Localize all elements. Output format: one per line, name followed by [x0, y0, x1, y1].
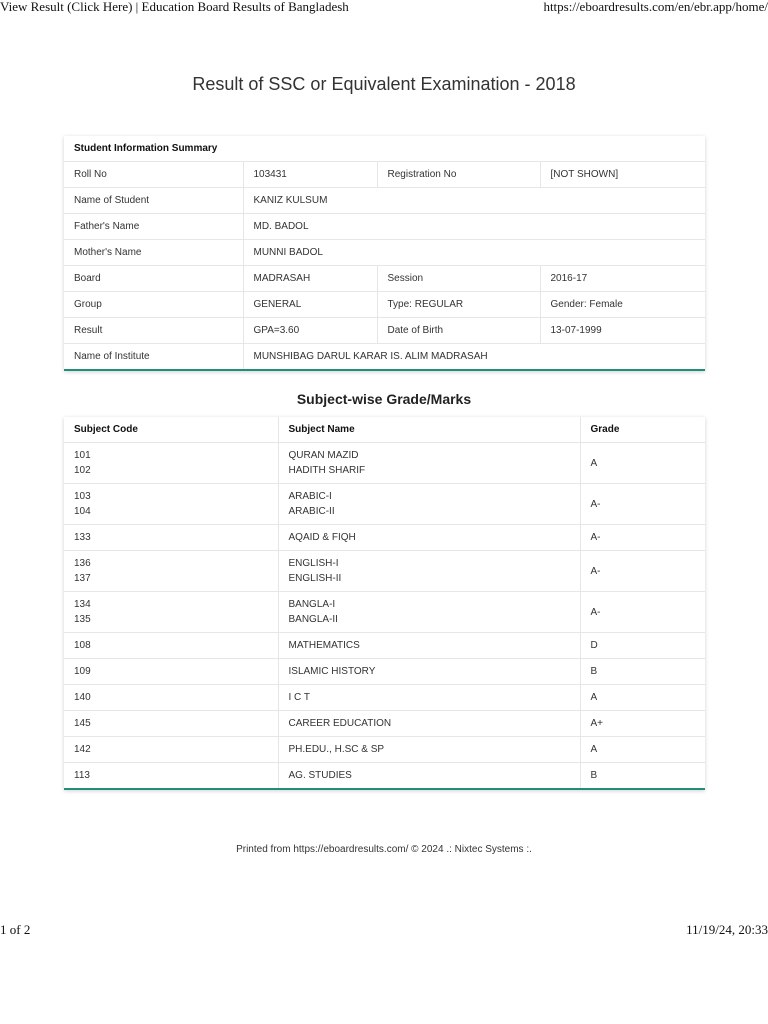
page-title: Result of SSC or Equivalent Examination - 2018 — [192, 74, 576, 94]
subject-grade: A+ — [580, 711, 705, 737]
table-row — [64, 592, 705, 633]
group-label: Group — [64, 292, 243, 318]
subjects-table — [64, 417, 705, 788]
registration-label: Registration No — [377, 162, 540, 188]
table-row — [64, 685, 705, 711]
subject-code: 108 — [64, 633, 278, 659]
subject-code: 101 102 — [64, 443, 278, 484]
subject-name: QURAN MAZID HADITH SHARIF — [278, 443, 580, 484]
subject-code: 140 — [64, 685, 278, 711]
subject-code: 134 135 — [64, 592, 278, 633]
subject-name: BANGLA-I BANGLA-II — [278, 592, 580, 633]
subject-name: ARABIC-I ARABIC-II — [278, 484, 580, 525]
table-row — [64, 344, 705, 370]
session-label: Session — [377, 266, 540, 292]
result-value: GPA=3.60 — [243, 318, 377, 344]
table-row — [64, 266, 705, 292]
student-info-card — [64, 136, 705, 371]
subject-grade: A- — [580, 484, 705, 525]
print-header-title: View Result (Click Here) | Education Board Results of Bangladesh — [0, 0, 349, 14]
dob-value: 13-07-1999 — [540, 318, 705, 344]
table-row — [64, 551, 705, 592]
student-info-heading-row — [64, 136, 705, 162]
table-row — [64, 737, 705, 763]
table-row — [64, 633, 705, 659]
subject-name: MATHEMATICS — [278, 633, 580, 659]
table-row — [64, 318, 705, 344]
subject-name: ENGLISH-I ENGLISH-II — [278, 551, 580, 592]
table-row — [64, 659, 705, 685]
subjects-title: Subject-wise Grade/Marks — [296, 391, 472, 407]
student-info-heading: Student Information Summary — [64, 136, 705, 162]
grade-header: Grade — [580, 417, 705, 443]
group-value: GENERAL — [243, 292, 377, 318]
table-row — [64, 162, 705, 188]
subject-code: 145 — [64, 711, 278, 737]
institute-value: MUNSHIBAG DARUL KARAR IS. ALIM MADRASAH — [243, 344, 705, 370]
subject-code: 136 137 — [64, 551, 278, 592]
table-row — [64, 711, 705, 737]
session-value: 2016-17 — [540, 266, 705, 292]
board-value: MADRASAH — [243, 266, 377, 292]
subject-code: 133 — [64, 525, 278, 551]
subject-grade: A- — [580, 551, 705, 592]
student-name-value: KANIZ KULSUM — [243, 188, 705, 214]
board-label: Board — [64, 266, 243, 292]
subject-grade: B — [580, 659, 705, 685]
print-header-url: https://eboardresults.com/en/ebr.app/home/ — [543, 0, 768, 14]
subject-name: AG. STUDIES — [278, 763, 580, 789]
institute-label: Name of Institute — [74, 351, 150, 362]
subject-name: PH.EDU., H.SC & SP — [278, 737, 580, 763]
subject-grade: D — [580, 633, 705, 659]
table-row — [64, 525, 705, 551]
subject-name-header: Subject Name — [278, 417, 580, 443]
subject-grade: A — [580, 737, 705, 763]
subject-code-header: Subject Code — [64, 417, 278, 443]
table-row — [64, 443, 705, 484]
result-label: Result — [64, 318, 243, 344]
print-header — [0, 0, 768, 16]
student-name-label: Name of Student — [64, 188, 243, 214]
mother-name-label: Mother's Name — [64, 240, 243, 266]
subject-name: ISLAMIC HISTORY — [278, 659, 580, 685]
subject-grade: A — [580, 443, 705, 484]
subject-grade: A — [580, 685, 705, 711]
subject-code: 109 — [64, 659, 278, 685]
subject-grade: A- — [580, 525, 705, 551]
roll-label: Roll No — [64, 162, 243, 188]
table-row — [64, 188, 705, 214]
subjects-header-row — [64, 417, 705, 443]
print-timestamp: 11/19/24, 20:33 — [686, 922, 768, 937]
table-row — [64, 292, 705, 318]
table-row — [64, 240, 705, 266]
roll-value: 103431 — [243, 162, 377, 188]
type-value: Type: REGULAR — [377, 292, 540, 318]
subject-code: 113 — [74, 770, 90, 781]
printed-from-footer: Printed from https://eboardresults.com/ © 2024 .: Nixtec Systems :. — [236, 844, 532, 855]
gender-value: Gender: Female — [540, 292, 705, 318]
father-name-label: Father's Name — [64, 214, 243, 240]
father-name-value: MD. BADOL — [243, 214, 705, 240]
page-counter: 1 of 2 — [0, 922, 31, 937]
subject-grade: A- — [580, 592, 705, 633]
subject-name: I C T — [278, 685, 580, 711]
subject-code: 103 104 — [64, 484, 278, 525]
table-row — [64, 214, 705, 240]
subject-name: CAREER EDUCATION — [278, 711, 580, 737]
dob-label: Date of Birth — [377, 318, 540, 344]
subject-name: AQAID & FIQH — [278, 525, 580, 551]
table-row — [64, 484, 705, 525]
subject-grade: B — [580, 763, 705, 789]
subjects-card — [64, 417, 705, 790]
table-row — [64, 763, 705, 789]
subject-code: 142 — [64, 737, 278, 763]
student-info-table — [64, 136, 705, 369]
registration-value: [NOT SHOWN] — [540, 162, 705, 188]
mother-name-value: MUNNI BADOL — [243, 240, 705, 266]
